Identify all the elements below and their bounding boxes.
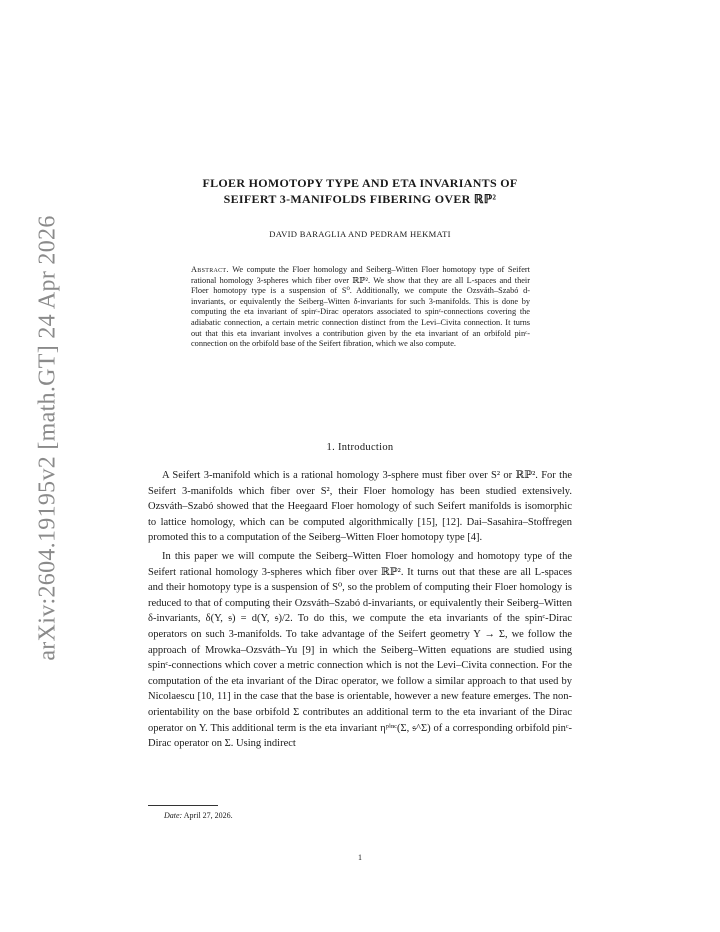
- section-heading-introduction: 1. Introduction: [326, 442, 394, 453]
- page-number: 1: [358, 853, 362, 862]
- paper-title-line-1: FLOER HOMOTOPY TYPE AND ETA INVARIANTS OF: [202, 176, 518, 190]
- introduction-paragraph-1: A Seifert 3-manifold which is a rational homology 3-sphere must fiber over S² or ℝℙ². For the Seifert 3-manifolds which fiber over S², their Floer homology has been studied extensively. Ozsváth–Szabó showed that the Heegaard Floer homology of such Seifert manifolds is isomorphic to lattice homology, which can be computed algorithmically [15], [12]. Dai–Sasahira–Stoffregen promoted this to a computation of the Seiberg–Witten Floer homotopy type [4].: [148, 470, 572, 544]
- paper-authors: DAVID BARAGLIA AND PEDRAM HEKMATI: [269, 229, 451, 239]
- footnote-divider: [148, 805, 218, 806]
- abstract-text: We compute the Floer homology and Seiberg–Witten Floer homotopy type of Seifert rational homology 3-spheres which fiber over ℝℙ². We show that they are all L-spaces and their Floer homotopy type is a suspension of S⁰. Additionally, we compute the Ozsváth–Szabó d-invariants, or equivalently the Seiberg–Witten δ-invariants for such 3-manifolds. This is done by computing the eta invariant of spinᶜ-Dirac operators associated to spinᶜ-connections covering the adiabatic connection, a certain metric connection distinct from the Levi–Civita connection. It turns out that this eta invariant involves a contribution given by the eta invariant of an orbifold pinᶜ-connection on the orbifold base of the Seifert fibration, which we also compute.: [191, 265, 530, 349]
- date-footnote: [164, 811, 233, 820]
- footnote-value: April 27, 2026.: [183, 811, 233, 820]
- paper-title: [150, 175, 570, 207]
- introduction-body: [148, 468, 572, 755]
- arxiv-identifier-text: arXiv:2604.19195v2 [math.GT] 24 Apr 2026: [34, 215, 61, 661]
- footnote-label: Date:: [164, 811, 183, 820]
- abstract: [191, 265, 530, 350]
- abstract-label: Abstract.: [191, 265, 229, 274]
- introduction-paragraph-2: In this paper we will compute the Seiberg–Witten Floer homology and homotopy type of the Seifert rational homology 3-spheres which fiber over ℝℙ². It turns out that these are all L-spaces and their homotopy type is a suspension of S⁰, so the problem of computing their Floer homology is reduced to that of computing their Ozsváth–Szabó d-invariants, or equivalently their Seiberg–Witten δ-invariants, δ(Y, 𝔰) = d(Y, 𝔰)/2. To do this, we compute the eta invariants of the spinᶜ-Dirac operators on such 3-manifolds. To take advantage of the Seifert geometry Y → Σ, we follow the approach of Mrowka–Ozsváth–Yu [9] in which the Seiberg–Witten equations are studied using spinᶜ-connections which cover a metric connection which is not the Levi–Civita connection. For the computation of the eta invariant of the Dirac operator, we follow a similar approach to that used by Nicolaescu [10, 11] in the case that the base is orientable, however a new feature emerges. The non-orientability on the base orbifold Σ contributes an additional term to the eta invariant of the Dirac operator on Y. This additional term is the eta invariant ηᵖⁱⁿᶜ(Σ, 𝔰^Σ) of a corresponding orbifold pinᶜ-Dirac operator on Σ. Using indirect: [148, 550, 572, 750]
- paper-title-line-2: SEIFERT 3-MANIFOLDS FIBERING OVER ℝℙ²: [223, 192, 497, 206]
